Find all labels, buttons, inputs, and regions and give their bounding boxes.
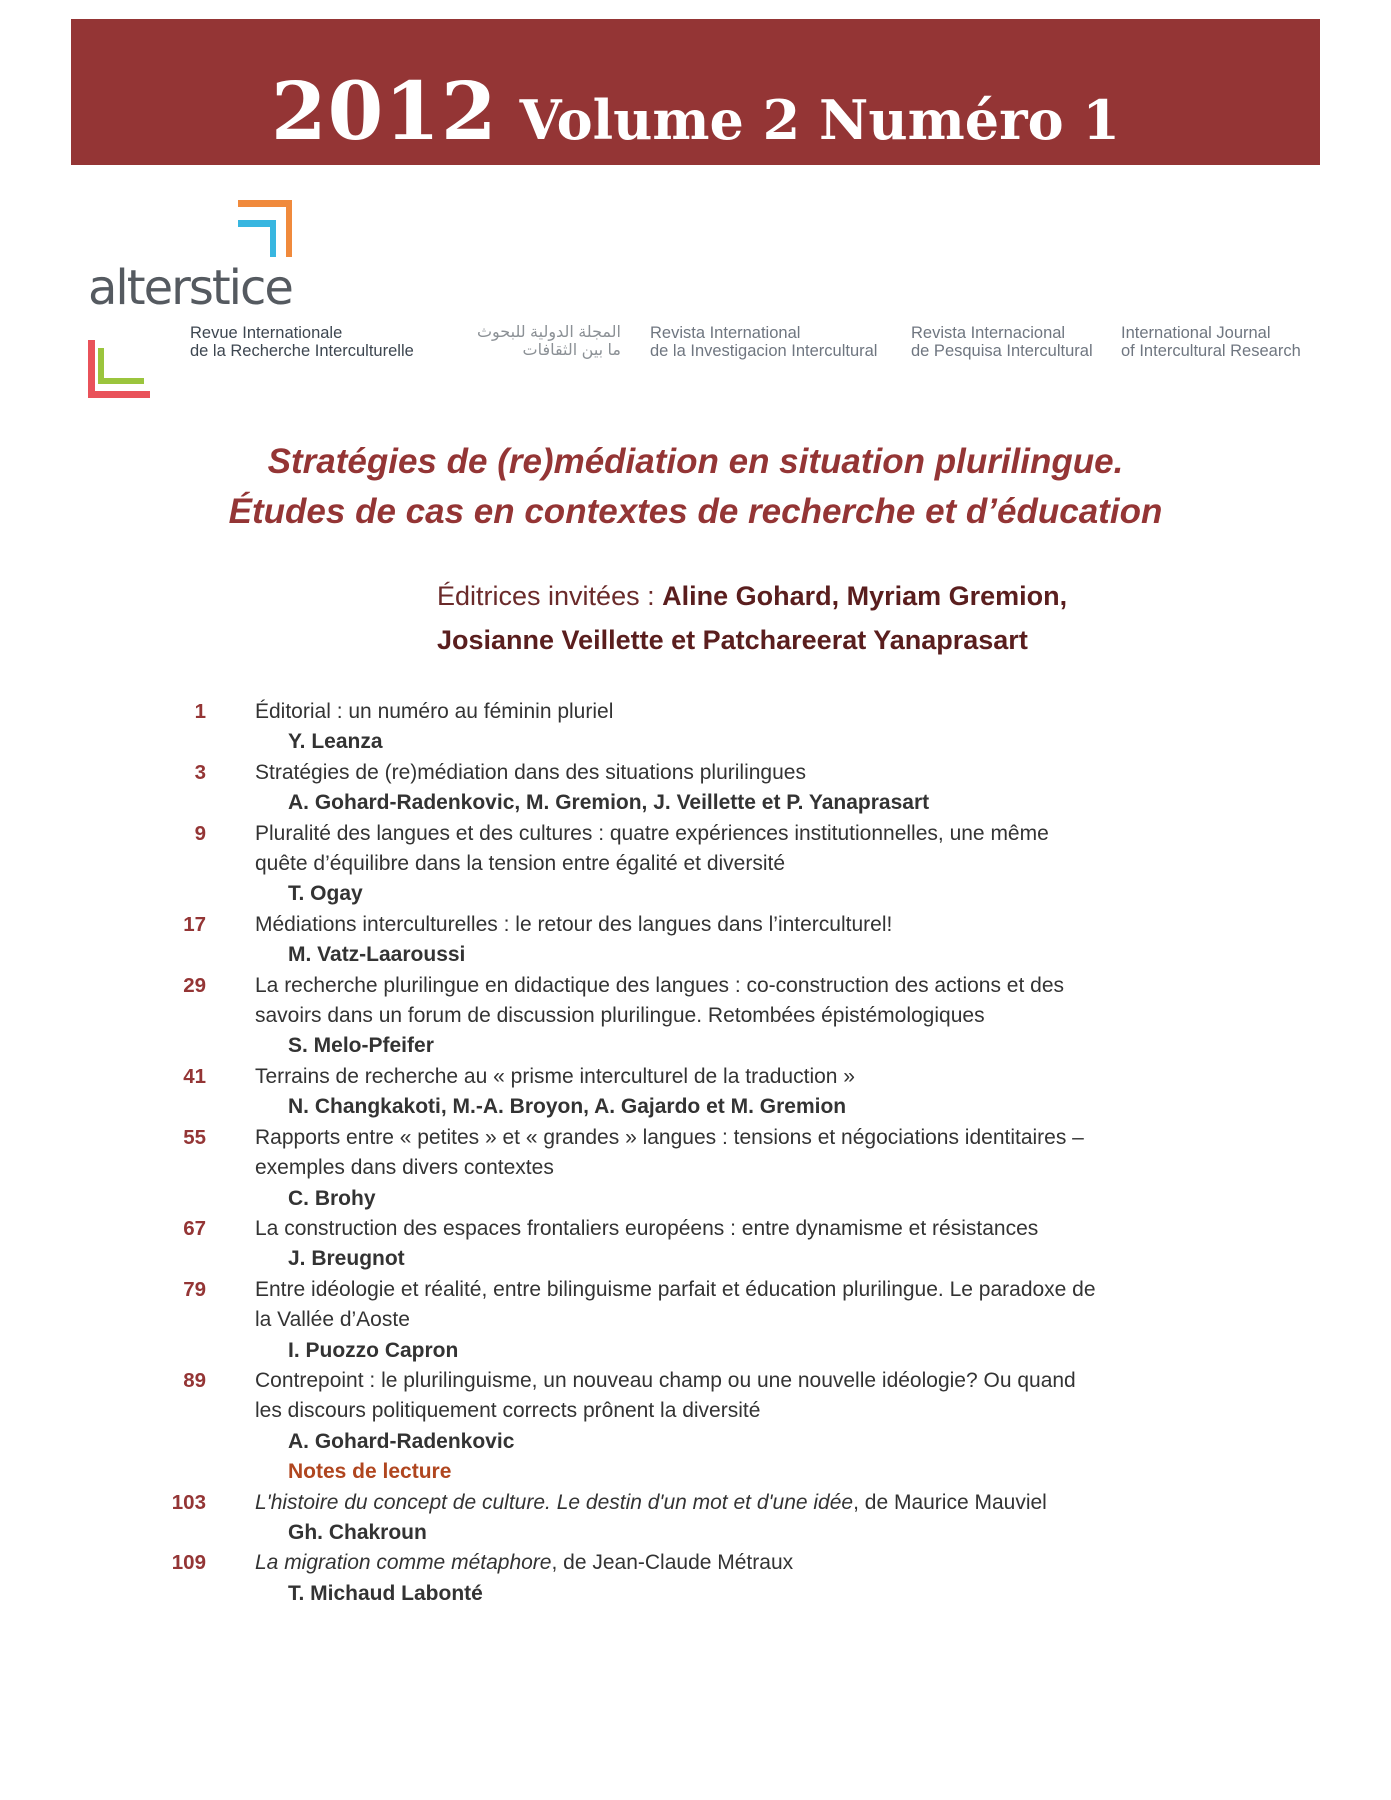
toc-entry <box>0 1366 1391 1457</box>
guest-editors <box>437 574 1067 662</box>
toc-article-title[interactable]: Éditorial : un numéro au féminin pluriel <box>255 700 614 723</box>
guest-editors-label: Éditrices invitées : <box>437 581 663 611</box>
toc-article-author: C. Brohy <box>288 1186 376 1210</box>
journal-name-pt: Revista Internacional de Pesquisa Intercultural <box>911 324 1093 360</box>
toc-article-author: J. Breugnot <box>288 1247 405 1271</box>
toc-article-author: I. Puozzo Capron <box>288 1338 459 1362</box>
toc-page-number: 55 <box>183 1125 206 1149</box>
toc-article-author: M. Vatz-Laaroussi <box>288 943 466 967</box>
toc-page-number: 9 <box>194 821 206 845</box>
guest-editors-line1: Aline Gohard, Myriam Gremion, <box>662 581 1068 611</box>
toc-page-number: 3 <box>194 760 206 784</box>
toc-review-entry <box>0 1548 1391 1609</box>
toc-review-book-author: , de Maurice Mauviel <box>853 1490 1047 1514</box>
toc-page-number: 89 <box>183 1368 206 1392</box>
toc-entry <box>0 1062 1391 1123</box>
toc-article-title[interactable]: la Vallée d’Aoste <box>255 1308 410 1332</box>
toc-page-number: 41 <box>183 1064 206 1088</box>
toc-page-number: 67 <box>183 1216 206 1240</box>
toc-article-title[interactable]: Pluralité des langues et des cultures : quatre expériences institutionnelles, une même <box>255 821 1049 845</box>
toc-review-entry <box>0 1488 1391 1549</box>
toc-article-title[interactable]: Contrepoint : le plurilinguisme, un nouveau champ ou une nouvelle idéologie? Ou quand <box>255 1368 1076 1392</box>
toc-section-heading: Notes de lecture <box>288 1460 452 1484</box>
toc-article-title[interactable]: Médiations interculturelles : le retour des langues dans l’interculturel! <box>255 912 893 936</box>
toc-article-title[interactable]: exemples dans divers contextes <box>255 1156 554 1180</box>
toc-article-author: Y. Leanza <box>288 730 383 754</box>
toc-article-title[interactable]: quête d’équilibre dans la tension entre égalité et diversité <box>255 852 786 876</box>
toc-article-title[interactable]: La recherche plurilingue en didactique des langues : co-construction des actions et des <box>255 973 1065 997</box>
issue-banner <box>71 19 1320 165</box>
toc-page-number: 103 <box>171 1490 206 1514</box>
toc-page-number: 1 <box>194 700 206 723</box>
toc-entry <box>0 1275 1391 1366</box>
toc-review-author: Gh. Chakroun <box>288 1520 427 1544</box>
toc-article-author: T. Ogay <box>288 882 363 906</box>
table-of-contents <box>0 697 1391 1609</box>
toc-article-title[interactable]: les discours politiquement corrects prônent la diversité <box>255 1399 761 1423</box>
issue-title <box>0 437 1391 537</box>
toc-entry <box>0 971 1391 1062</box>
toc-review-title[interactable] <box>255 1548 1205 1578</box>
toc-review-book-title: La migration comme métaphore <box>255 1551 552 1575</box>
issue-title-line2: Études de cas en contextes de recherche et d’éducation <box>228 492 1163 531</box>
journal-logo-wordmark: alterstice <box>88 260 292 316</box>
toc-article-author: A. Gohard-Radenkovic, M. Gremion, J. Veillette et P. Yanaprasart <box>288 791 930 815</box>
issue-title-line1: Stratégies de (re)médiation en situation plurilingue. <box>267 442 1124 481</box>
journal-name-en: International Journal of Intercultural Research <box>1121 324 1301 360</box>
toc-entry <box>0 1123 1391 1214</box>
toc-page-number: 79 <box>183 1277 206 1301</box>
toc-entry <box>0 819 1391 910</box>
issue-year: 2012 <box>270 64 498 158</box>
journal-name-ar: المجلة الدولية للبحوث ما بين الثقافات <box>476 324 621 359</box>
toc-review-title[interactable] <box>255 1488 1205 1518</box>
toc-article-title[interactable]: La construction des espaces frontaliers européens : entre dynamisme et résistances <box>255 1216 1039 1240</box>
logo-arrows-icon <box>228 200 292 260</box>
toc-entry <box>0 697 1391 758</box>
toc-entry <box>0 1214 1391 1275</box>
toc-page-number: 109 <box>171 1551 206 1575</box>
toc-review-author: T. Michaud Labonté <box>288 1581 483 1605</box>
toc-article-title[interactable]: Terrains de recherche au « prisme interculturel de la traduction » <box>255 1064 855 1088</box>
issue-volume: Volume 2 Numéro 1 <box>519 88 1120 152</box>
toc-review-book-author: , de Jean-Claude Métraux <box>551 1551 794 1575</box>
toc-article-title[interactable]: Stratégies de (re)médiation dans des situations plurilingues <box>255 760 806 784</box>
toc-entry <box>0 910 1391 971</box>
toc-page-number: 17 <box>183 912 206 936</box>
toc-article-title[interactable]: Rapports entre « petites » et « grandes » langues : tensions et négociations identitaires – <box>255 1125 1084 1149</box>
journal-names <box>0 324 1391 364</box>
toc-article-author: A. Gohard-Radenkovic <box>288 1429 515 1453</box>
toc-page-number: 29 <box>183 973 206 997</box>
journal-name-es: Revista International de la Investigacion Intercultural <box>650 324 878 360</box>
guest-editors-line2: Josianne Veillette et Patchareerat Yanaprasart <box>437 625 1028 655</box>
toc-article-title[interactable]: Entre idéologie et réalité, entre bilinguisme parfait et éducation plurilingue. Le paradoxe de <box>255 1277 1096 1301</box>
toc-article-title[interactable]: savoirs dans un forum de discussion plurilingue. Retombées épistémologiques <box>255 1004 985 1028</box>
toc-article-author: S. Melo-Pfeifer <box>288 1034 434 1058</box>
journal-name-fr: Revue Internationale de la Recherche Interculturelle <box>190 324 414 360</box>
toc-article-author: N. Changkakoti, M.-A. Broyon, A. Gajardo et M. Gremion <box>288 1095 847 1119</box>
toc-review-book-title: L'histoire du concept de culture. Le destin d'un mot et d'une idée <box>255 1490 854 1514</box>
toc-entry <box>0 758 1391 819</box>
